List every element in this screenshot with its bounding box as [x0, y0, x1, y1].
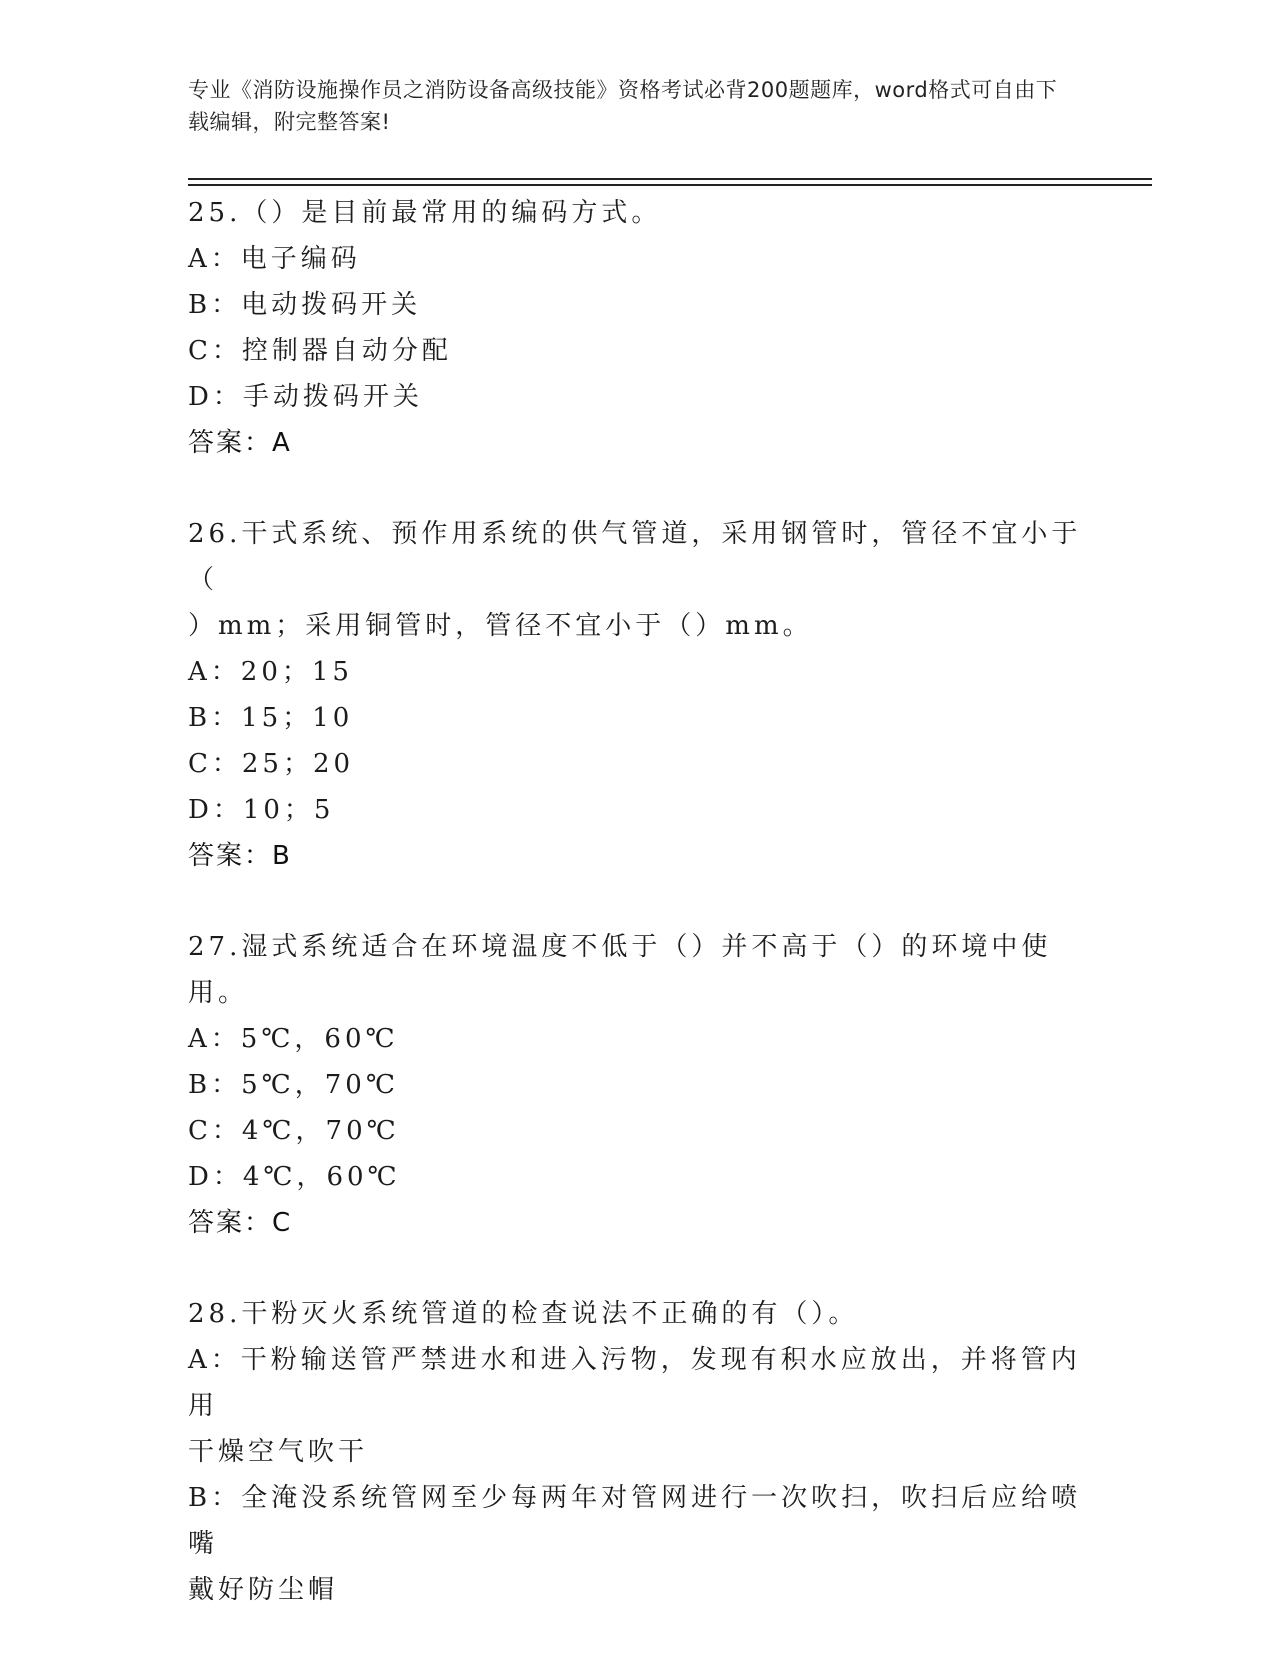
- option-b: B：5℃，70℃: [188, 1070, 399, 1100]
- question-stem: 26.干式系统、预作用系统的供气管道，采用钢管时，管径不宜小于（: [188, 519, 1082, 595]
- option-c: C：控制器自动分配: [188, 336, 452, 366]
- option-b: B：15；10: [188, 703, 354, 733]
- question-stem-continued: ）mm；采用铜管时，管径不宜小于（）mm。: [188, 611, 813, 641]
- option-a: A：干粉输送管严禁进水和进入污物，发现有积水应放出，并将管内用: [188, 1345, 1081, 1421]
- option-d: D：10；5: [188, 795, 335, 825]
- answer-label: 答案：B: [188, 841, 292, 871]
- option-a: A：电子编码: [188, 244, 361, 274]
- option-a: A：5℃，60℃: [188, 1024, 399, 1054]
- answer-label: 答案：C: [188, 1208, 293, 1238]
- question-26: [188, 511, 1088, 879]
- option-d: D：手动拨码开关: [188, 382, 423, 412]
- answer-label: 答案：A: [188, 428, 292, 458]
- question-stem: 25.（）是目前最常用的编码方式。: [188, 198, 662, 228]
- option-b: B：全淹没系统管网至少每两年对管网进行一次吹扫，吹扫后应给喷嘴: [188, 1483, 1082, 1559]
- option-a: A：20；15: [188, 657, 353, 687]
- question-25: [188, 190, 1088, 466]
- option-b: B：电动拨码开关: [188, 290, 422, 320]
- option-d: D：4℃，60℃: [188, 1162, 401, 1192]
- option-c: C：25；20: [188, 749, 355, 779]
- option-b-continued: 戴好防尘帽: [188, 1575, 339, 1605]
- header-divider-bottom: [188, 184, 1152, 186]
- question-stem: 27.湿式系统适合在环境温度不低于（）并不高于（）的环境中使用。: [188, 932, 1052, 1008]
- option-a-continued: 干燥空气吹干: [188, 1437, 369, 1467]
- question-28: [188, 1291, 1088, 1613]
- option-c: C：4℃，70℃: [188, 1116, 400, 1146]
- question-list: [188, 190, 1088, 1658]
- question-stem: 28.干粉灭火系统管道的检查说法不正确的有（）。: [188, 1299, 859, 1329]
- question-27: [188, 924, 1088, 1246]
- document-intro: 专业《消防设施操作员之消防设备高级技能》资格考试必背200题题库，word格式可自由下载编辑，附完整答案!: [188, 78, 1058, 134]
- header-divider-top: [188, 178, 1152, 180]
